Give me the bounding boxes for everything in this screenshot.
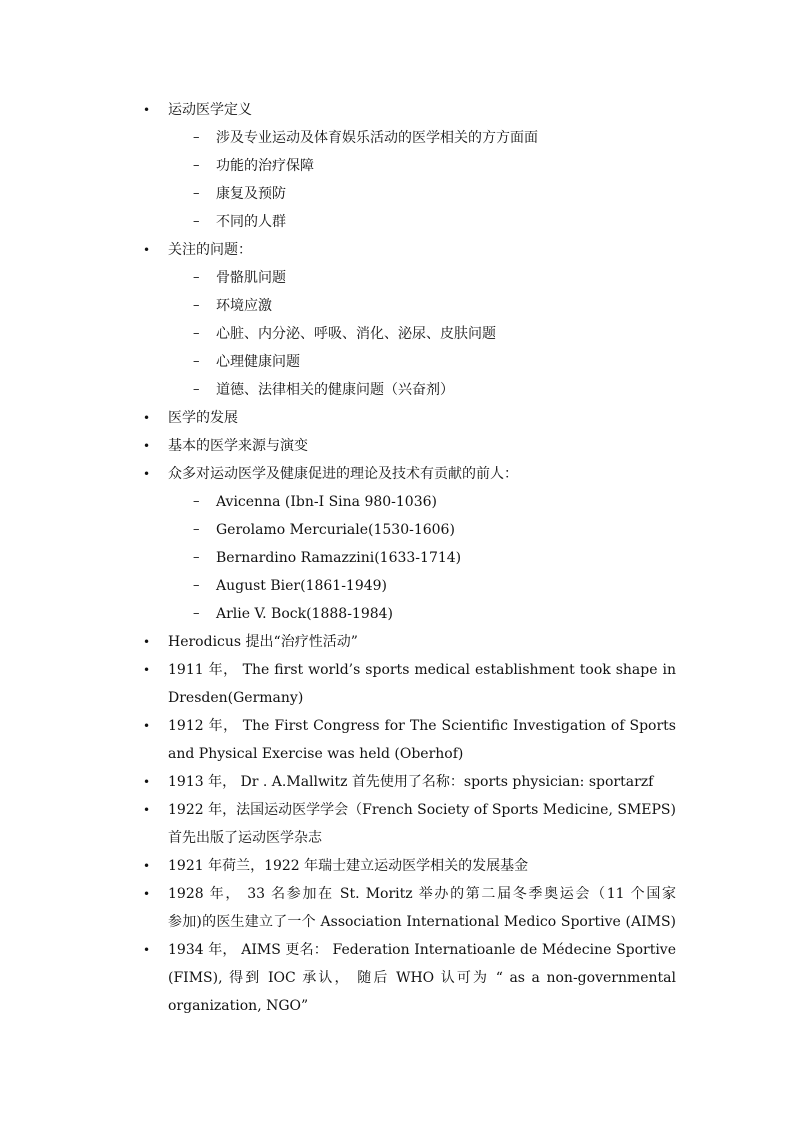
sub-list-item — [0, 208, 794, 236]
list-item-text: and Physical Exercise was held (Oberhof) — [168, 746, 464, 762]
dash-icon: – — [193, 214, 200, 229]
bullet-icon: • — [143, 467, 151, 481]
dash-icon: – — [193, 298, 200, 313]
list-item-text: 1911 年， The first world’s sports medical establishment took shape in — [168, 662, 676, 678]
list-item — [0, 432, 794, 460]
list-item-text: 康复及预防 — [216, 186, 286, 202]
list-item — [0, 656, 794, 684]
sub-list-item — [0, 572, 794, 600]
sub-list-item — [0, 348, 794, 376]
bullet-icon: • — [143, 775, 151, 789]
list-item — [0, 768, 794, 796]
list-item-text: 功能的治疗保障 — [216, 158, 314, 174]
list-item — [0, 852, 794, 880]
list-item-text: organization, NGO” — [168, 998, 309, 1014]
dash-icon: – — [193, 270, 200, 285]
list-item-text: 基本的医学来源与演变 — [168, 438, 308, 454]
dash-icon: – — [193, 494, 200, 509]
list-item-text: Bernardino Ramazzini(1633-1714) — [216, 550, 462, 566]
outline-list — [0, 96, 794, 1020]
list-item — [0, 936, 794, 964]
dash-icon: – — [193, 326, 200, 341]
sub-list-item — [0, 152, 794, 180]
sub-list-item — [0, 376, 794, 404]
list-item-text: (FIMS), 得到 IOC 承认， 随后 WHO 认可为 “ as a non-governmental — [168, 970, 676, 986]
list-item — [0, 796, 794, 824]
dash-icon: – — [193, 578, 200, 593]
list-item-text: Gerolamo Mercuriale(1530-1606) — [216, 522, 455, 538]
list-item-text: 心理健康问题 — [216, 354, 300, 370]
list-item-text: 1921 年荷兰，1922 年瑞士建立运动医学相关的发展基金 — [168, 858, 529, 874]
list-item-text: 1912 年， The First Congress for The Scientific Investigation of Sports — [168, 718, 676, 734]
list-item-text: Arlie V. Bock(1888-1984) — [216, 606, 394, 622]
list-item-text: 不同的人群 — [216, 214, 286, 230]
list-item — [0, 96, 794, 124]
list-item-text: 关注的问题： — [168, 242, 252, 258]
dash-icon: – — [193, 354, 200, 369]
sub-list-item — [0, 516, 794, 544]
list-item-continuation — [0, 992, 794, 1020]
list-item-text: 医学的发展 — [168, 410, 238, 426]
list-item-text: 环境应激 — [216, 298, 272, 314]
bullet-icon: • — [143, 859, 151, 873]
bullet-icon: • — [143, 439, 151, 453]
list-item — [0, 460, 794, 488]
list-item-text: 首先出版了运动医学杂志 — [168, 830, 322, 846]
list-item-text: August Bier(1861-1949) — [216, 578, 388, 594]
list-item-continuation — [0, 824, 794, 852]
dash-icon: – — [193, 186, 200, 201]
list-item-text: 1913 年， Dr . A.Mallwitz 首先使用了名称：sports physician: sportarzf — [168, 774, 654, 790]
dash-icon: – — [193, 382, 200, 397]
sub-list-item — [0, 544, 794, 572]
list-item-text: Dresden(Germany) — [168, 690, 304, 706]
list-item — [0, 628, 794, 656]
bullet-icon: • — [143, 719, 151, 733]
list-item — [0, 880, 794, 908]
list-item-text: Herodicus 提出“治疗性活动” — [168, 634, 358, 650]
list-item-text: 运动医学定义 — [168, 102, 252, 118]
bullet-icon: • — [143, 103, 151, 117]
list-item-continuation — [0, 740, 794, 768]
bullet-icon: • — [143, 243, 151, 257]
dash-icon: – — [193, 522, 200, 537]
list-item — [0, 236, 794, 264]
list-item-text: 参加)的医生建立了一个 Association International Medico Sportive (AIMS) — [168, 914, 676, 930]
list-item-text: 1928 年， 33 名参加在 St. Moritz 举办的第二届冬季奥运会（11 个国家 — [168, 886, 676, 902]
sub-list-item — [0, 600, 794, 628]
dash-icon: – — [193, 606, 200, 621]
list-item-text: 众多对运动医学及健康促进的理论及技术有贡献的前人： — [168, 466, 518, 482]
dash-icon: – — [193, 158, 200, 173]
bullet-icon: • — [143, 887, 151, 901]
list-item-continuation — [0, 684, 794, 712]
list-item-text: 涉及专业运动及体育娱乐活动的医学相关的方方面面 — [216, 130, 538, 146]
bullet-icon: • — [143, 943, 151, 957]
sub-list-item — [0, 292, 794, 320]
list-item-text: 心脏、内分泌、呼吸、消化、泌尿、皮肤问题 — [216, 326, 496, 342]
bullet-icon: • — [143, 803, 151, 817]
list-item-text: 骨骼肌问题 — [216, 270, 286, 286]
dash-icon: – — [193, 130, 200, 145]
sub-list-item — [0, 180, 794, 208]
list-item — [0, 404, 794, 432]
sub-list-item — [0, 264, 794, 292]
list-item-text: 道德、法律相关的健康问题（兴奋剂） — [216, 382, 454, 398]
sub-list-item — [0, 124, 794, 152]
bullet-icon: • — [143, 411, 151, 425]
sub-list-item — [0, 320, 794, 348]
sub-list-item — [0, 488, 794, 516]
bullet-icon: • — [143, 663, 151, 677]
list-item-continuation — [0, 964, 794, 992]
list-item-text: Avicenna (Ibn-I Sina 980-1036) — [216, 494, 437, 510]
list-item — [0, 712, 794, 740]
list-item-text: 1934 年， AIMS 更名： Federation Internatioanle de Médecine Sportive — [168, 942, 676, 958]
list-item-continuation — [0, 908, 794, 936]
bullet-icon: • — [143, 635, 151, 649]
list-item-text: 1922 年，法国运动医学学会（French Society of Sports Medicine, SMEPS) — [168, 802, 676, 818]
dash-icon: – — [193, 550, 200, 565]
